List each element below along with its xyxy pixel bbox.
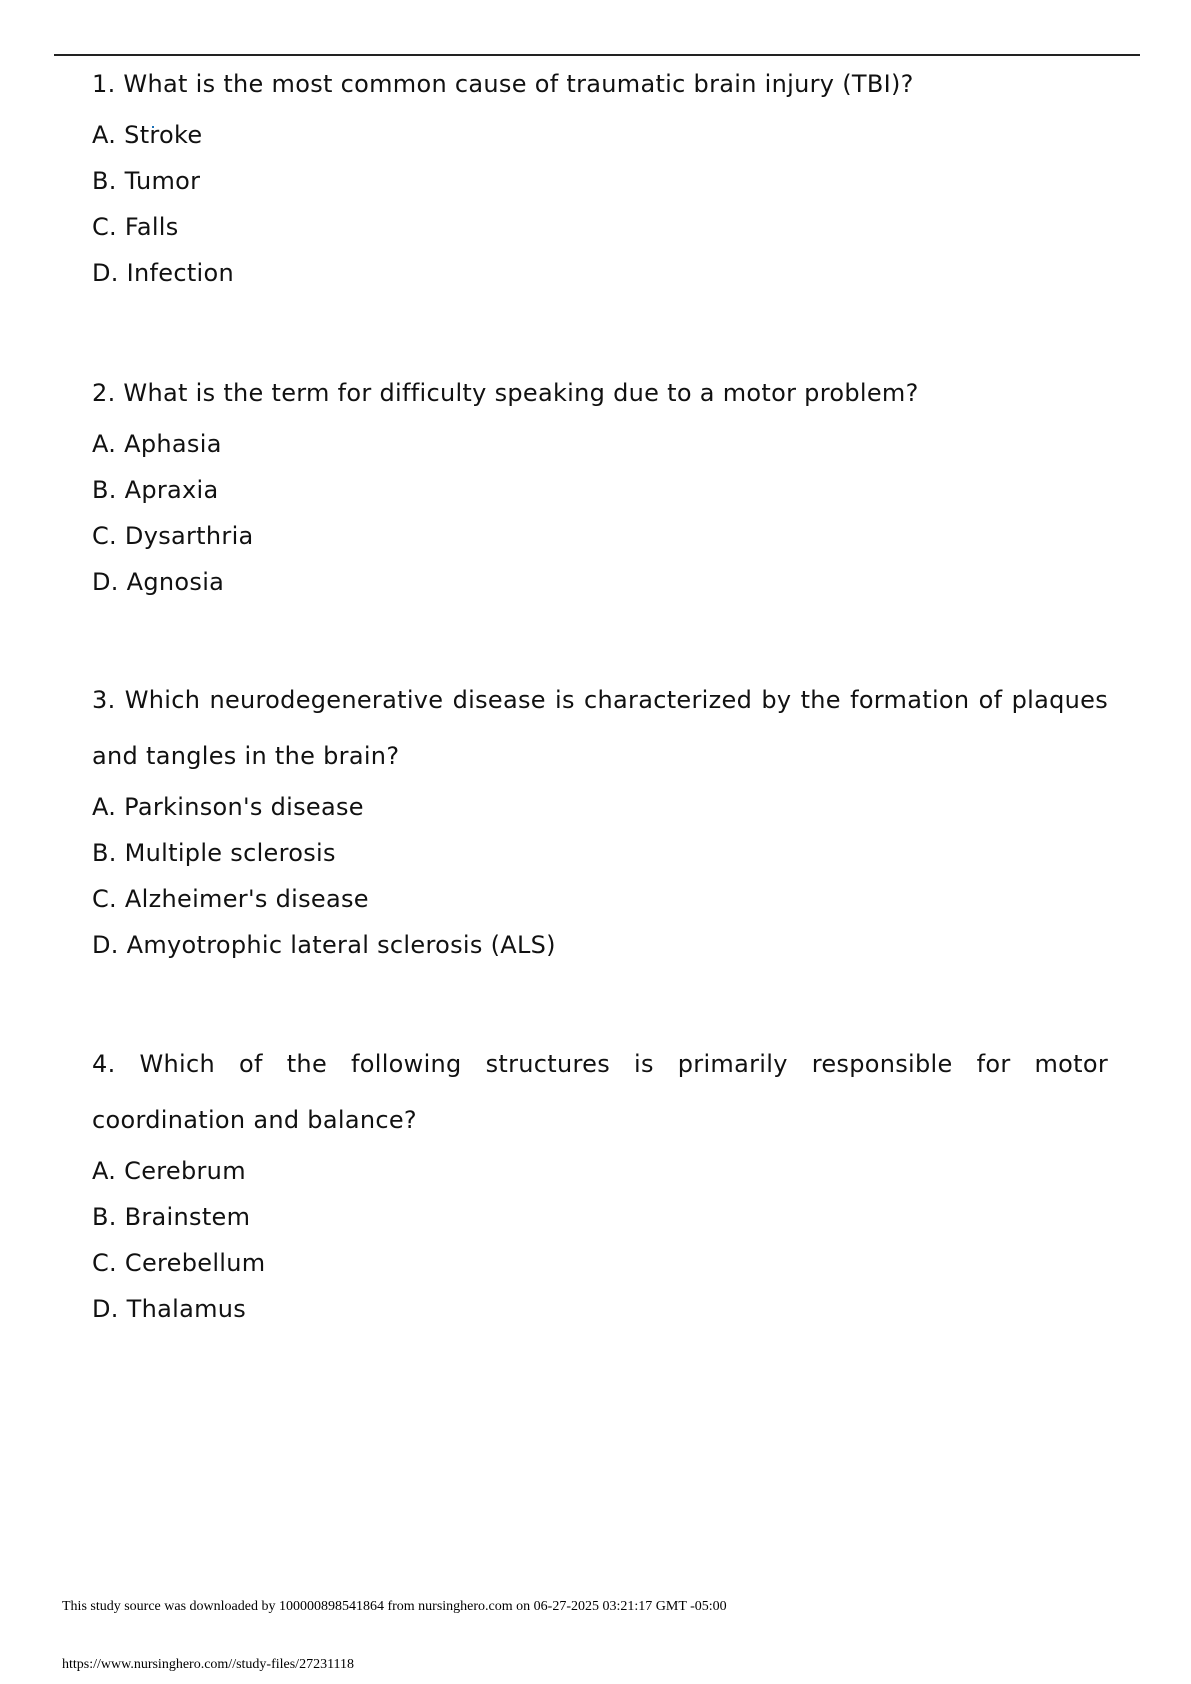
answer-option: D. Infection [92,259,235,287]
answer-option: A. Parkinson's disease [92,793,364,821]
answer-option: C. Alzheimer's disease [92,885,369,913]
question-text: 1. What is the most common cause of traumatic brain injury (TBI)? [92,70,914,98]
question-3 [92,672,1108,968]
footer-url: https://www.nursinghero.com//study-files/27231118 [62,1657,355,1672]
answer-options [92,112,1108,296]
answer-option: D. Amyotrophic lateral sclerosis (ALS) [92,931,556,959]
answer-option: D. Agnosia [92,568,225,596]
question-1 [92,56,1108,296]
question-text: 4. Which of the following structures is primarily responsible for motor coordination and balance? [92,1050,1108,1134]
answer-options [92,1148,1108,1332]
answer-option: A. Aphasia [92,430,222,458]
answer-option: A. Cerebrum [92,1157,246,1185]
answer-option: B. Brainstem [92,1203,251,1231]
answer-option: D. Thalamus [92,1295,247,1323]
answer-option: A. Stroke [92,121,203,149]
question-2 [92,365,1108,605]
answer-options [92,784,1108,968]
answer-option: C. Dysarthria [92,522,254,550]
question-text: 2. What is the term for difficulty speaking due to a motor problem? [92,379,919,407]
answer-options [92,421,1108,605]
footer-source-note: This study source was downloaded by 100000898541864 from nursinghero.com on 06-27-2025 03:21:17 GMT -05:00 [62,1599,727,1614]
answer-option: B. Apraxia [92,476,219,504]
answer-option: C. Cerebellum [92,1249,266,1277]
question-text: 3. Which neurodegenerative disease is characterized by the formation of plaques and tangles in the brain? [92,686,1108,770]
answer-option: B. Tumor [92,167,201,195]
question-4 [92,1036,1108,1332]
answer-option: B. Multiple sclerosis [92,839,336,867]
answer-option: C. Falls [92,213,179,241]
